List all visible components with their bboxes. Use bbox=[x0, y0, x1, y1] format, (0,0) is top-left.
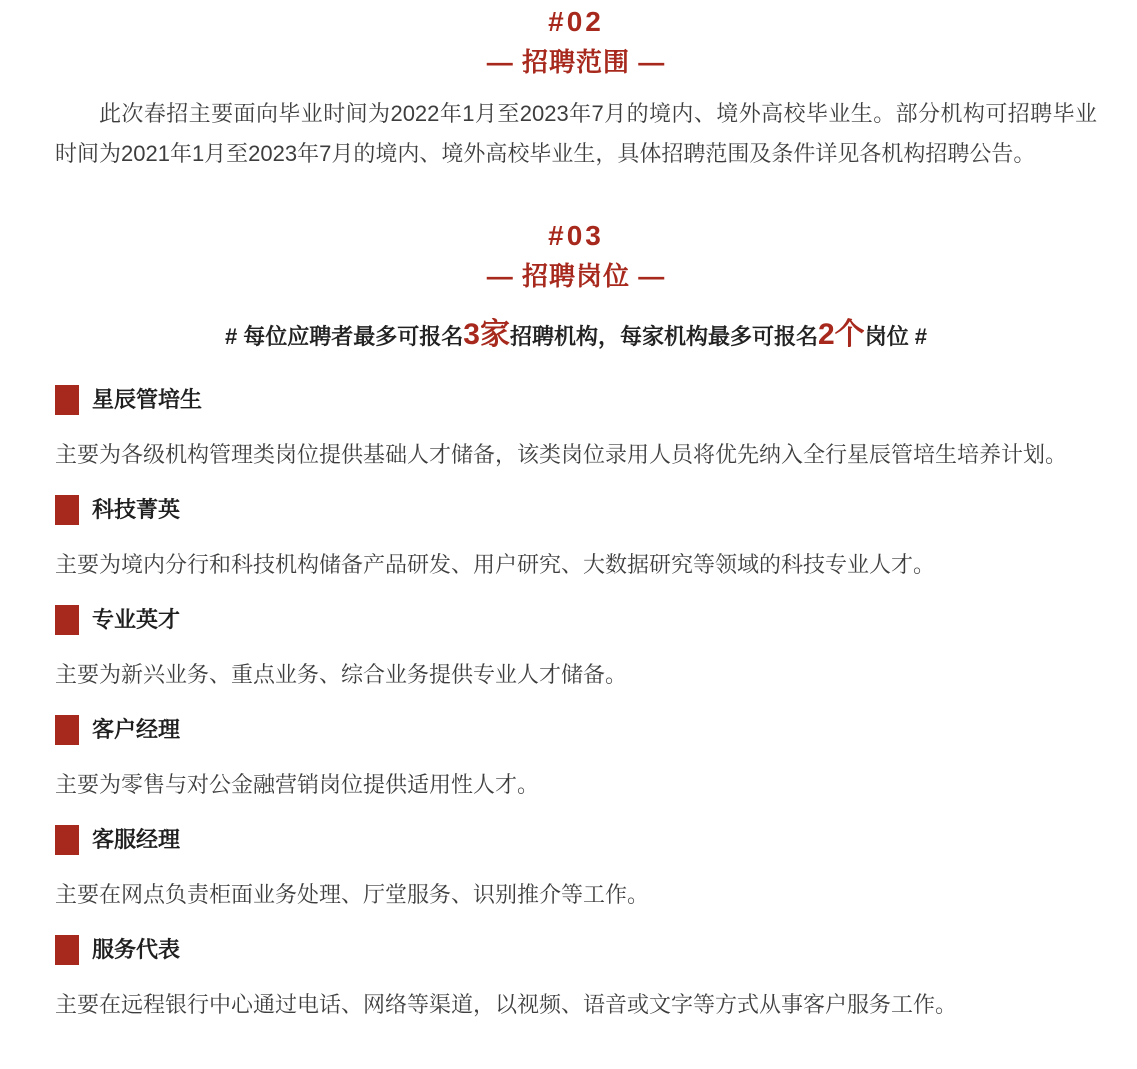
quota-note-middle: 招聘机构，每家机构最多可报名 bbox=[509, 323, 818, 349]
position-description: 主要为零售与对公金融营销岗位提供适用性人才。 bbox=[55, 771, 540, 797]
red-square-bullet-icon bbox=[55, 605, 79, 635]
position-heading bbox=[55, 605, 1097, 635]
red-square-bullet-icon bbox=[55, 825, 79, 855]
position-block-xingchen-trainee bbox=[55, 385, 1097, 470]
position-title: 客服经理 bbox=[92, 826, 181, 852]
recruitment-scope-paragraph: 此次春招主要面向毕业时间为2022年1月至2023年7月的境内、境外高校毕业生。部分机构可招聘毕业时间为2021年1月至2023年7月的境内、境外高校毕业生，具体招聘范围及条件详见各机构招聘公告。 bbox=[55, 101, 1097, 167]
red-square-bullet-icon bbox=[55, 715, 79, 745]
red-square-bullet-icon bbox=[55, 495, 79, 525]
position-heading bbox=[55, 825, 1097, 855]
position-description: 主要为境内分行和科技机构储备产品研发、用户研究、大数据研究等领域的科技专业人才。 bbox=[55, 551, 936, 577]
quota-highlight-agencies: 3家 bbox=[463, 317, 510, 351]
red-square-bullet-icon bbox=[55, 935, 79, 965]
red-square-bullet-icon bbox=[55, 385, 79, 415]
positions-list bbox=[55, 385, 1097, 1020]
position-title: 星辰管培生 bbox=[92, 386, 203, 412]
position-title: 科技菁英 bbox=[92, 496, 181, 522]
position-title: 专业英才 bbox=[92, 606, 181, 632]
position-block-tech-elite bbox=[55, 495, 1097, 580]
position-heading bbox=[55, 715, 1097, 745]
position-title: 客户经理 bbox=[92, 716, 181, 742]
position-description: 主要在远程银行中心通过电话、网络等渠道，以视频、语音或文字等方式从事客户服务工作。 bbox=[55, 991, 958, 1017]
section-03-header bbox=[55, 222, 1097, 290]
position-block-service-representative bbox=[55, 935, 1097, 1020]
position-description: 主要为新兴业务、重点业务、综合业务提供专业人才储备。 bbox=[55, 661, 628, 687]
section-02-number: #02 bbox=[548, 6, 604, 37]
position-block-service-manager bbox=[55, 825, 1097, 910]
position-title: 服务代表 bbox=[92, 936, 181, 962]
section-02-header bbox=[55, 8, 1097, 76]
quota-note-prefix: # 每位应聘者最多可报名 bbox=[224, 323, 464, 349]
quota-note-suffix: 岗位 # bbox=[864, 323, 928, 349]
section-03-title: — 招聘岗位 — bbox=[486, 261, 666, 292]
section-03-number: #03 bbox=[548, 220, 604, 252]
position-block-account-manager bbox=[55, 715, 1097, 800]
position-heading bbox=[55, 495, 1097, 525]
position-heading bbox=[55, 935, 1097, 965]
application-quota-note bbox=[55, 315, 1097, 357]
position-heading bbox=[55, 385, 1097, 415]
position-description: 主要为各级机构管理类岗位提供基础人才储备，该类岗位录用人员将优先纳入全行星辰管培生培养计划。 bbox=[55, 441, 1068, 467]
position-block-professional-talent bbox=[55, 605, 1097, 690]
section-02-title: — 招聘范围 — bbox=[486, 47, 666, 77]
position-description: 主要在网点负责柜面业务处理、厅堂服务、识别推介等工作。 bbox=[55, 881, 650, 907]
quota-highlight-positions: 2个 bbox=[818, 317, 865, 351]
